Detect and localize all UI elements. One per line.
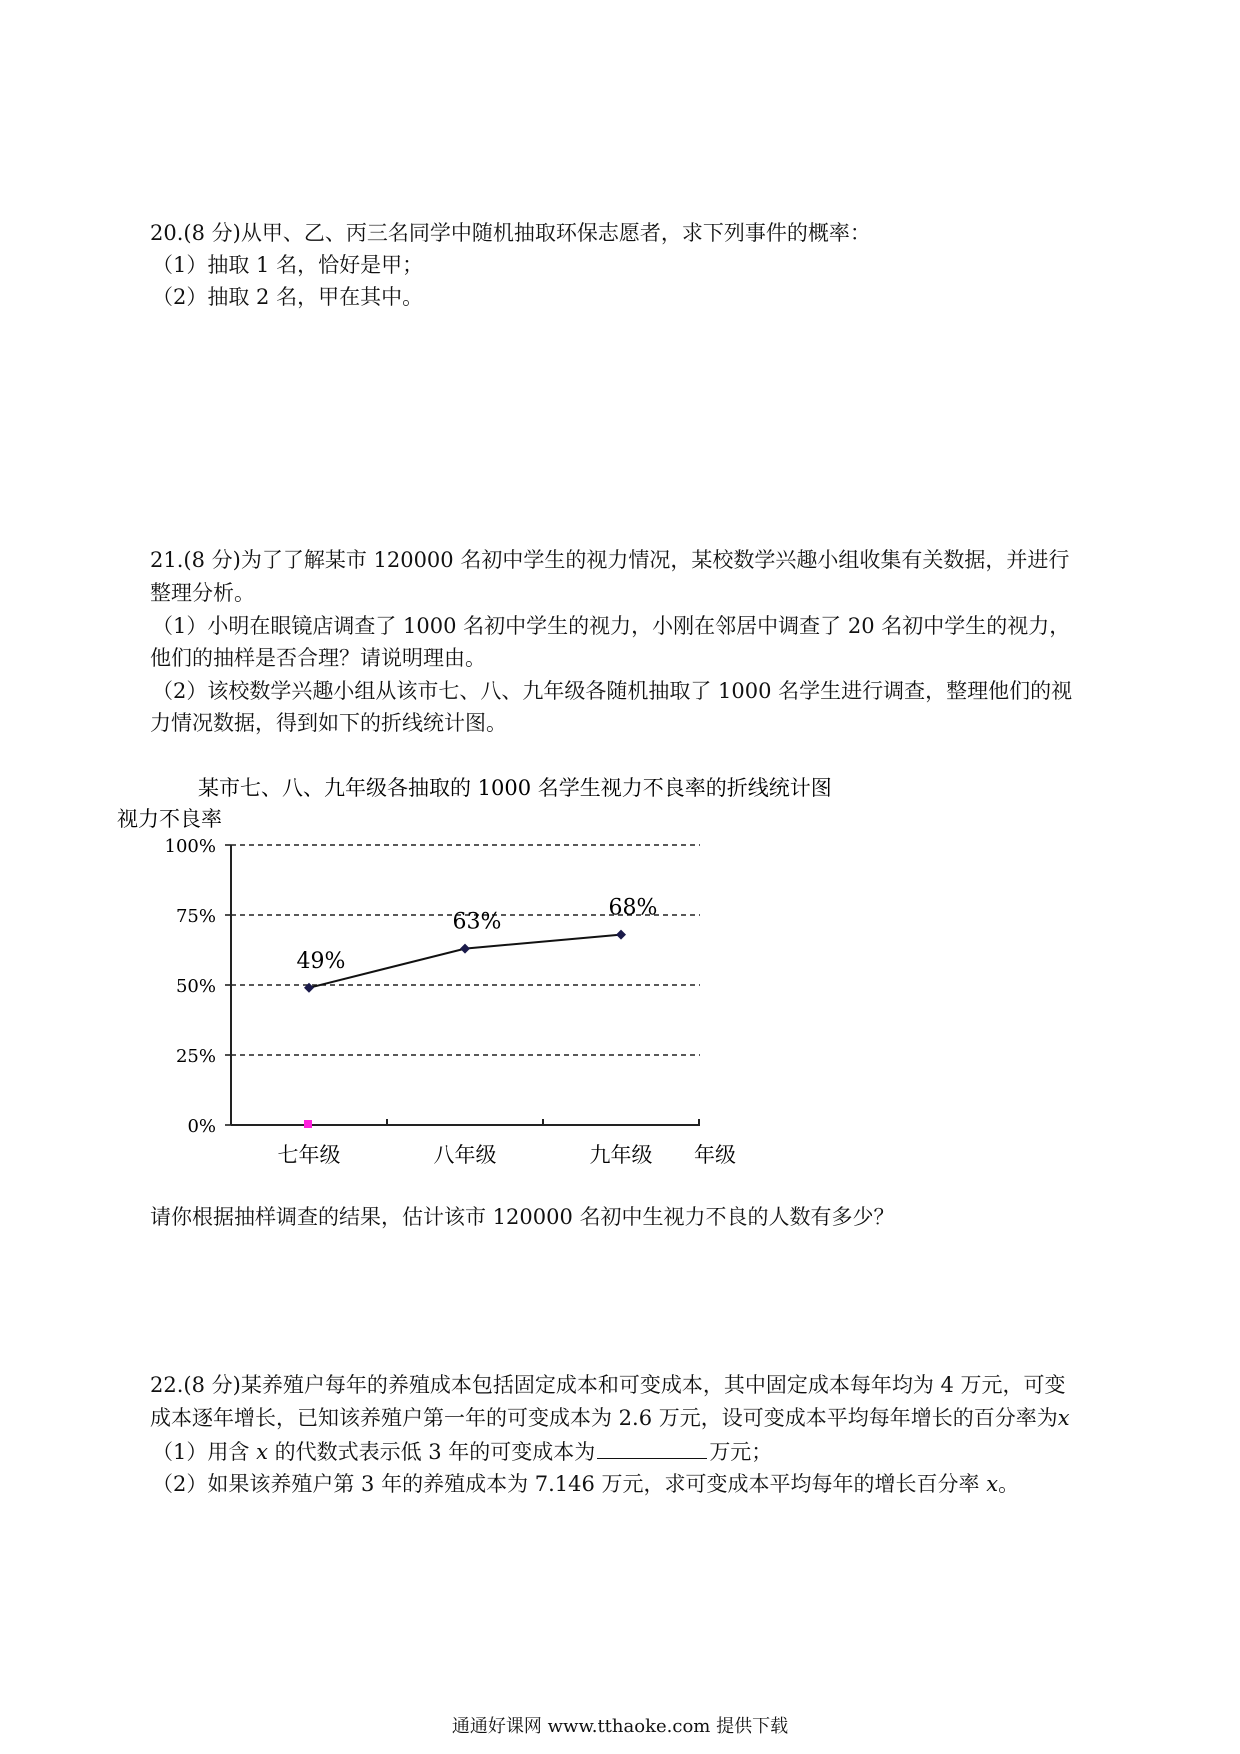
y-tick-label: 50% — [175, 976, 216, 997]
answer-blank[interactable] — [597, 1436, 707, 1459]
q22-part2-a: （2）如果该养殖户第 3 年的养殖成本为 7.146 万元，求可变成本平均每年的增长百分率 — [152, 1472, 980, 1496]
data-label: 63% — [452, 909, 502, 935]
x-category-label: 七年级 — [277, 1143, 341, 1167]
q21-line1: 21.(8 分)为了了解某市 120000 名初中学生的视力情况，某校数学兴趣小组收集有关数据，并进行 — [150, 548, 1070, 572]
q22-part2-var: x — [986, 1472, 999, 1496]
chart-ylabel: 视力不良率 — [117, 807, 222, 831]
q21-part1-a: （1）小明在眼镜店调查了 1000 名初中学生的视力，小刚在邻居中调查了 20 名初中学生的视力， — [152, 614, 1071, 638]
q22-part2-b: 。 — [998, 1472, 1020, 1496]
chart-title: 某市七、八、九年级各抽取的 1000 名学生视力不良率的折线统计图 — [198, 776, 832, 800]
q22-part1-a: （1）用含 — [152, 1440, 250, 1464]
q21-part1-b: 他们的抽样是否合理？请说明理由。 — [150, 646, 486, 670]
data-label: 49% — [296, 948, 346, 974]
y-tick-label: 0% — [187, 1116, 216, 1137]
q22-part1-c: 万元； — [709, 1440, 773, 1464]
q22-part1 — [152, 1436, 772, 1467]
chart-y-ticks — [165, 836, 231, 1137]
q22-line1: 22.(8 分)某养殖户每年的养殖成本包括固定成本和可变成本，其中固定成本每年均为 4 万元，可变 — [150, 1373, 1066, 1397]
y-tick-label: 100% — [164, 836, 216, 857]
data-label: 68% — [608, 895, 658, 921]
q22-line2-text: 成本逐年增长，已知该养殖户第一年的可变成本为 2.6 万元，设可变成本平均每年增长的百分率为 — [150, 1406, 1058, 1430]
origin-marker — [304, 1120, 312, 1128]
series-line — [309, 935, 621, 988]
q22-part1-var: x — [256, 1440, 268, 1464]
q21-line2: 整理分析。 — [150, 581, 255, 605]
q21-question: 请你根据抽样调查的结果，估计该市 120000 名初中生视力不良的人数有多少？ — [150, 1205, 895, 1229]
x-category-label: 九年级 — [589, 1143, 653, 1167]
q22-part2 — [152, 1469, 1019, 1499]
q21-part2-b: 力情况数据，得到如下的折线统计图。 — [150, 711, 507, 735]
q20-part1: （1）抽取 1 名，恰好是甲； — [152, 253, 424, 277]
q20-part2: （2）抽取 2 名，甲在其中。 — [152, 285, 424, 309]
chart-data-labels — [297, 896, 658, 974]
y-tick-label: 25% — [175, 1046, 216, 1067]
q22-line2 — [150, 1403, 1070, 1433]
data-point — [616, 930, 626, 940]
q22-var-x: x — [1057, 1406, 1070, 1430]
footer-credit: 通通好课网 www.tthaoke.com 提供下载 — [451, 1716, 789, 1737]
q21-part2-a: （2）该校数学兴趣小组从该市七、八、九年级各随机抽取了 1000 名学生进行调查，整理他们的视 — [152, 679, 1073, 703]
y-tick-label: 75% — [175, 906, 216, 927]
q20-title: 20.(8 分)从甲、乙、丙三名同学中随机抽取环保志愿者，求下列事件的概率： — [150, 221, 871, 245]
chart-x-labels — [278, 1143, 653, 1167]
q22-part1-b: 的代数式表示低 3 年的可变成本为 — [274, 1440, 596, 1464]
chart-xlabel: 年级 — [694, 1143, 736, 1167]
data-point — [460, 944, 470, 954]
x-category-label: 八年级 — [433, 1143, 497, 1167]
